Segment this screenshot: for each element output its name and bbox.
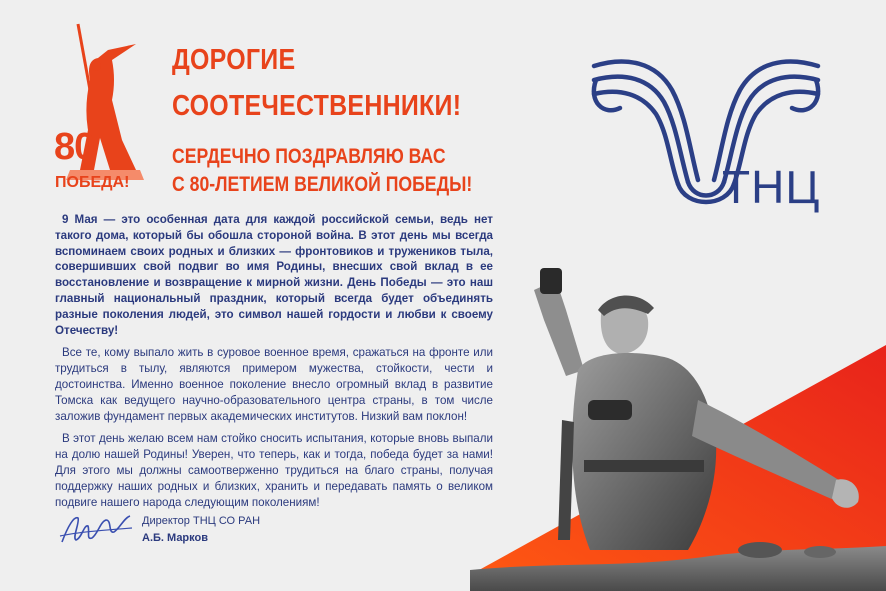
paragraph-1: 9 Мая — это особенная дата для каждой российской семьи, ведь нет такого дома, который бы обошла стороной война. В этот день мы всегда вспоминаем своих родных и близких — фронтовиков и тружеников тыла, совершивших свой подвиг во имя Родины, внесших свой вклад в ее восстановление и возвращение к мирной жизни. День Победы — это наш главный национальный праздник, который всегда будет объединять разные поколения людей, это символ нашей гордости и любви к своему Отечеству! bbox=[55, 213, 493, 337]
paragraph-2: Все те, кому выпало жить в суровое военное время, сражаться на фронте или трудиться в тылу, являются примером мужества, стойкости, чести и достоинства. Именно военное поколение внесло огромный вклад в развитие Томска как ведущего научно-образовательного центра страны, в том числе заложив фундамент первых академических институтов. Низкий вам поклон! bbox=[55, 346, 493, 423]
handwritten-signature bbox=[58, 508, 134, 550]
emblem-number: 80 bbox=[54, 126, 95, 168]
emblem-label: ПОБЕДА! bbox=[55, 174, 130, 191]
headline-line-2: СООТЕЧЕСТВЕННИКИ! bbox=[172, 90, 462, 122]
signer-name: А.Б. Марков bbox=[142, 532, 208, 544]
motherland-statue-icon bbox=[50, 20, 146, 200]
signer-title: Директор ТНЦ СО РАН bbox=[142, 515, 261, 527]
soldier-photo bbox=[470, 250, 886, 591]
headline-line-1: ДОРОГИЕ bbox=[172, 44, 296, 76]
subheadline-line-1: СЕРДЕЧНО ПОЗДРАВЛЯЮ ВАС bbox=[172, 145, 446, 168]
tnc-logo-text: ТНЦ bbox=[722, 161, 821, 213]
letter-body bbox=[55, 212, 493, 517]
paragraph-3: В этот день желаю всем нам стойко сносить испытания, которые вновь выпали на долю нашей Родины! Уверен, что теперь, как и тогда, победа будет за нами! Для этого мы должны самоотверженно трудиться на благо страны, получая поддержку наших родных и близких, хранить и передавать память о великом подвиге нашего народа следующим поколениям! bbox=[55, 432, 493, 509]
subheadline-line-2: С 80-ЛЕТИЕМ ВЕЛИКОЙ ПОБЕДЫ! bbox=[172, 173, 473, 196]
